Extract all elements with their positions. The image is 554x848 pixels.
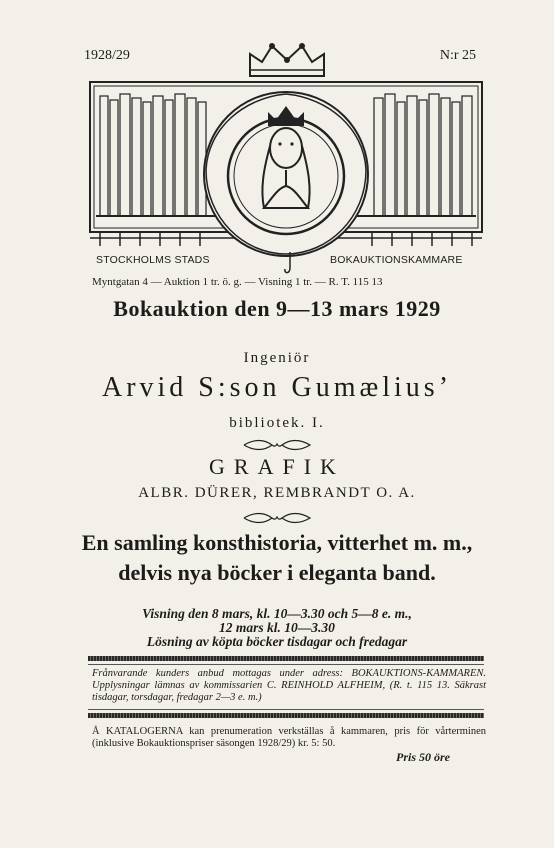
- library-label: bibliotek. I.: [229, 415, 325, 431]
- viewing-line-2: 12 mars kl. 10—3.30: [219, 620, 335, 635]
- viewing-line-3: Lösning av köpta böcker tisdagar och fredagar: [146, 634, 408, 649]
- emblem-label-left: STOCKHOLMS STADS: [96, 254, 210, 266]
- crown-ornament-icon: [244, 40, 330, 82]
- divider: [88, 709, 484, 710]
- section-artists: ALBR. DÜRER, REMBRANDT O. A.: [138, 485, 416, 501]
- auction-headline: Bokauktion den 9—13 mars 1929: [113, 296, 441, 321]
- flourish-divider-icon: [242, 511, 312, 525]
- library-owner: Arvid S:son Gumælius’: [101, 372, 453, 403]
- bookshelf-emblem-icon: [88, 78, 484, 258]
- decorative-band: [88, 713, 484, 718]
- collection-line-2: delvis nya böcker i eleganta band.: [118, 560, 436, 585]
- price-label: Pris 50 öre: [396, 750, 450, 764]
- seal-hook-icon: [282, 252, 298, 278]
- divider: [88, 664, 484, 665]
- issue-number: N:r 25: [439, 48, 476, 63]
- year-label: 1928/29: [84, 48, 130, 63]
- catalogue-subscription-text: Å KATALOGERNA kan prenumeration verkställas å kammaren, pris för vårterminen (inklusive Bokauktionspriser säsongen 1928/29) kr. 5: 50.: [92, 726, 486, 749]
- absentee-bid-note: Frånvarande kunders anbud mottagas under adress: BOKAUKTIONS-KAMMAREN. Upplysningar lämnas av kommissarien C. REINHOLD ALFHEIM, (R. t. 115 13. Säkrast tisdagar, torsdagar, fredagar 2—3 e. m.): [92, 668, 486, 703]
- collection-line-1: En samling konsthistoria, vitterhet m. m.,: [81, 530, 473, 555]
- address-info-line: Myntgatan 4 — Auktion 1 tr. ö. g. — Visning 1 tr. — R. T. 115 13: [92, 276, 383, 288]
- viewing-line-1: Visning den 8 mars, kl. 10—3.30 och 5—8 e. m.,: [142, 606, 412, 621]
- section-heading: GRAFIK: [209, 454, 345, 479]
- flourish-divider-icon: [242, 438, 312, 452]
- title-prefix: Ingeniör: [243, 350, 311, 366]
- emblem-label-right: BOKAUKTIONSKAMMARE: [330, 254, 463, 266]
- decorative-band: [88, 656, 484, 661]
